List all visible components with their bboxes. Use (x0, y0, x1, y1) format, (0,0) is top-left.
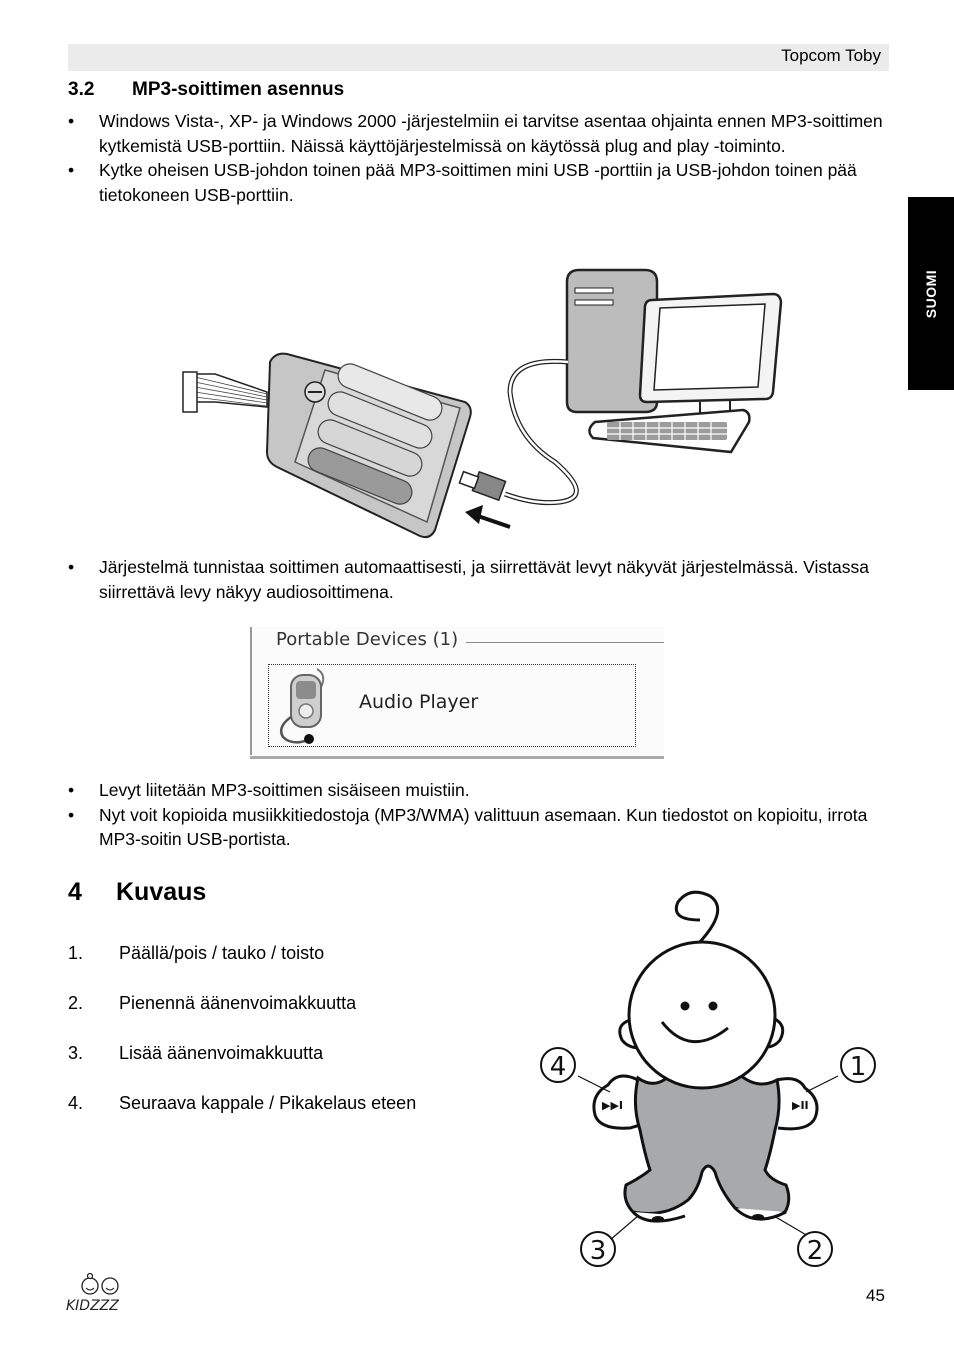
language-tab-label: SUOMI (923, 269, 939, 318)
callout-4: 4 (549, 1052, 567, 1082)
callout-2: 2 (806, 1236, 824, 1266)
list-item: • Windows Vista-, XP- ja Windows 2000 -järjestelmiin ei tarvitse asentaa ohjainta ennen MP3-soittimen kytkemistä USB-porttiin. Näissä käyttöjärjestelmissä on käytössä plug and play -toiminto. (68, 109, 888, 158)
section-number: 3.2 (68, 79, 95, 100)
audio-player-icon (277, 667, 343, 745)
header-title: Topcom Toby (781, 46, 881, 65)
section-title: MP3-soittimen asennus (132, 79, 345, 100)
portable-devices-group-title: Portable Devices (1) (276, 629, 466, 650)
audio-player-label: Audio Player (359, 691, 479, 713)
group-divider (450, 642, 664, 643)
list-item: • Nyt voit kopioida musiikkitiedostoja (MP3/WMA) valittuun asemaan. Kun tiedostot on kopioitu, irrota MP3-soitin USB-portista. (68, 803, 888, 852)
list-item: 4. Seuraava kappale / Pikakelaus eteen (68, 1093, 417, 1113)
logo-text: KIDZZZ (66, 1298, 119, 1314)
panel-border (250, 627, 252, 755)
panel-bottom-border (250, 756, 664, 759)
callout-1: 1 (849, 1052, 867, 1082)
list-item: • Kytke oheisen USB-johdon toinen pää MP3-soittimen mini USB -porttiin ja USB-johdon toinen pää tietokoneen USB-porttiin. (68, 158, 888, 207)
bullet-list-top (68, 109, 888, 207)
list-item: • Järjestelmä tunnistaa soittimen automaattisesti, ja siirrettävät levyt näkyvät järjestelmässä. Vistassa siirrettävä levy näkyy audiosoittimena. (68, 555, 888, 604)
usb-connection-illustration (175, 262, 795, 542)
page-number: 45 (866, 1286, 885, 1305)
page-header (68, 44, 889, 71)
section-number: 4 (68, 878, 82, 906)
language-tab (908, 197, 954, 390)
callout-3: 3 (589, 1236, 607, 1266)
next-track-glyph: ▶▶I (602, 1099, 624, 1112)
list-item: • Levyt liitetään MP3-soittimen sisäiseen muistiin. (68, 778, 888, 803)
bullet-list-bottom (68, 778, 888, 852)
list-item: 3. Lisää äänenvoimakkuutta (68, 1043, 324, 1063)
list-item: 1. Päällä/pois / tauko / toisto (68, 943, 325, 963)
bullet-list-middle (68, 555, 888, 604)
section-title: Kuvaus (116, 878, 207, 906)
list-item: 2. Pienennä äänenvoimakkuutta (68, 993, 357, 1013)
audio-player-device[interactable] (268, 664, 636, 747)
section-heading-3-2 (68, 79, 344, 101)
controls-list (68, 943, 416, 1143)
portable-devices-panel (250, 627, 664, 759)
play-pause-glyph: ▶II (792, 1099, 809, 1112)
toby-player-figure (530, 880, 890, 1280)
section-heading-4 (68, 878, 206, 907)
kidzzz-logo (62, 1272, 138, 1314)
